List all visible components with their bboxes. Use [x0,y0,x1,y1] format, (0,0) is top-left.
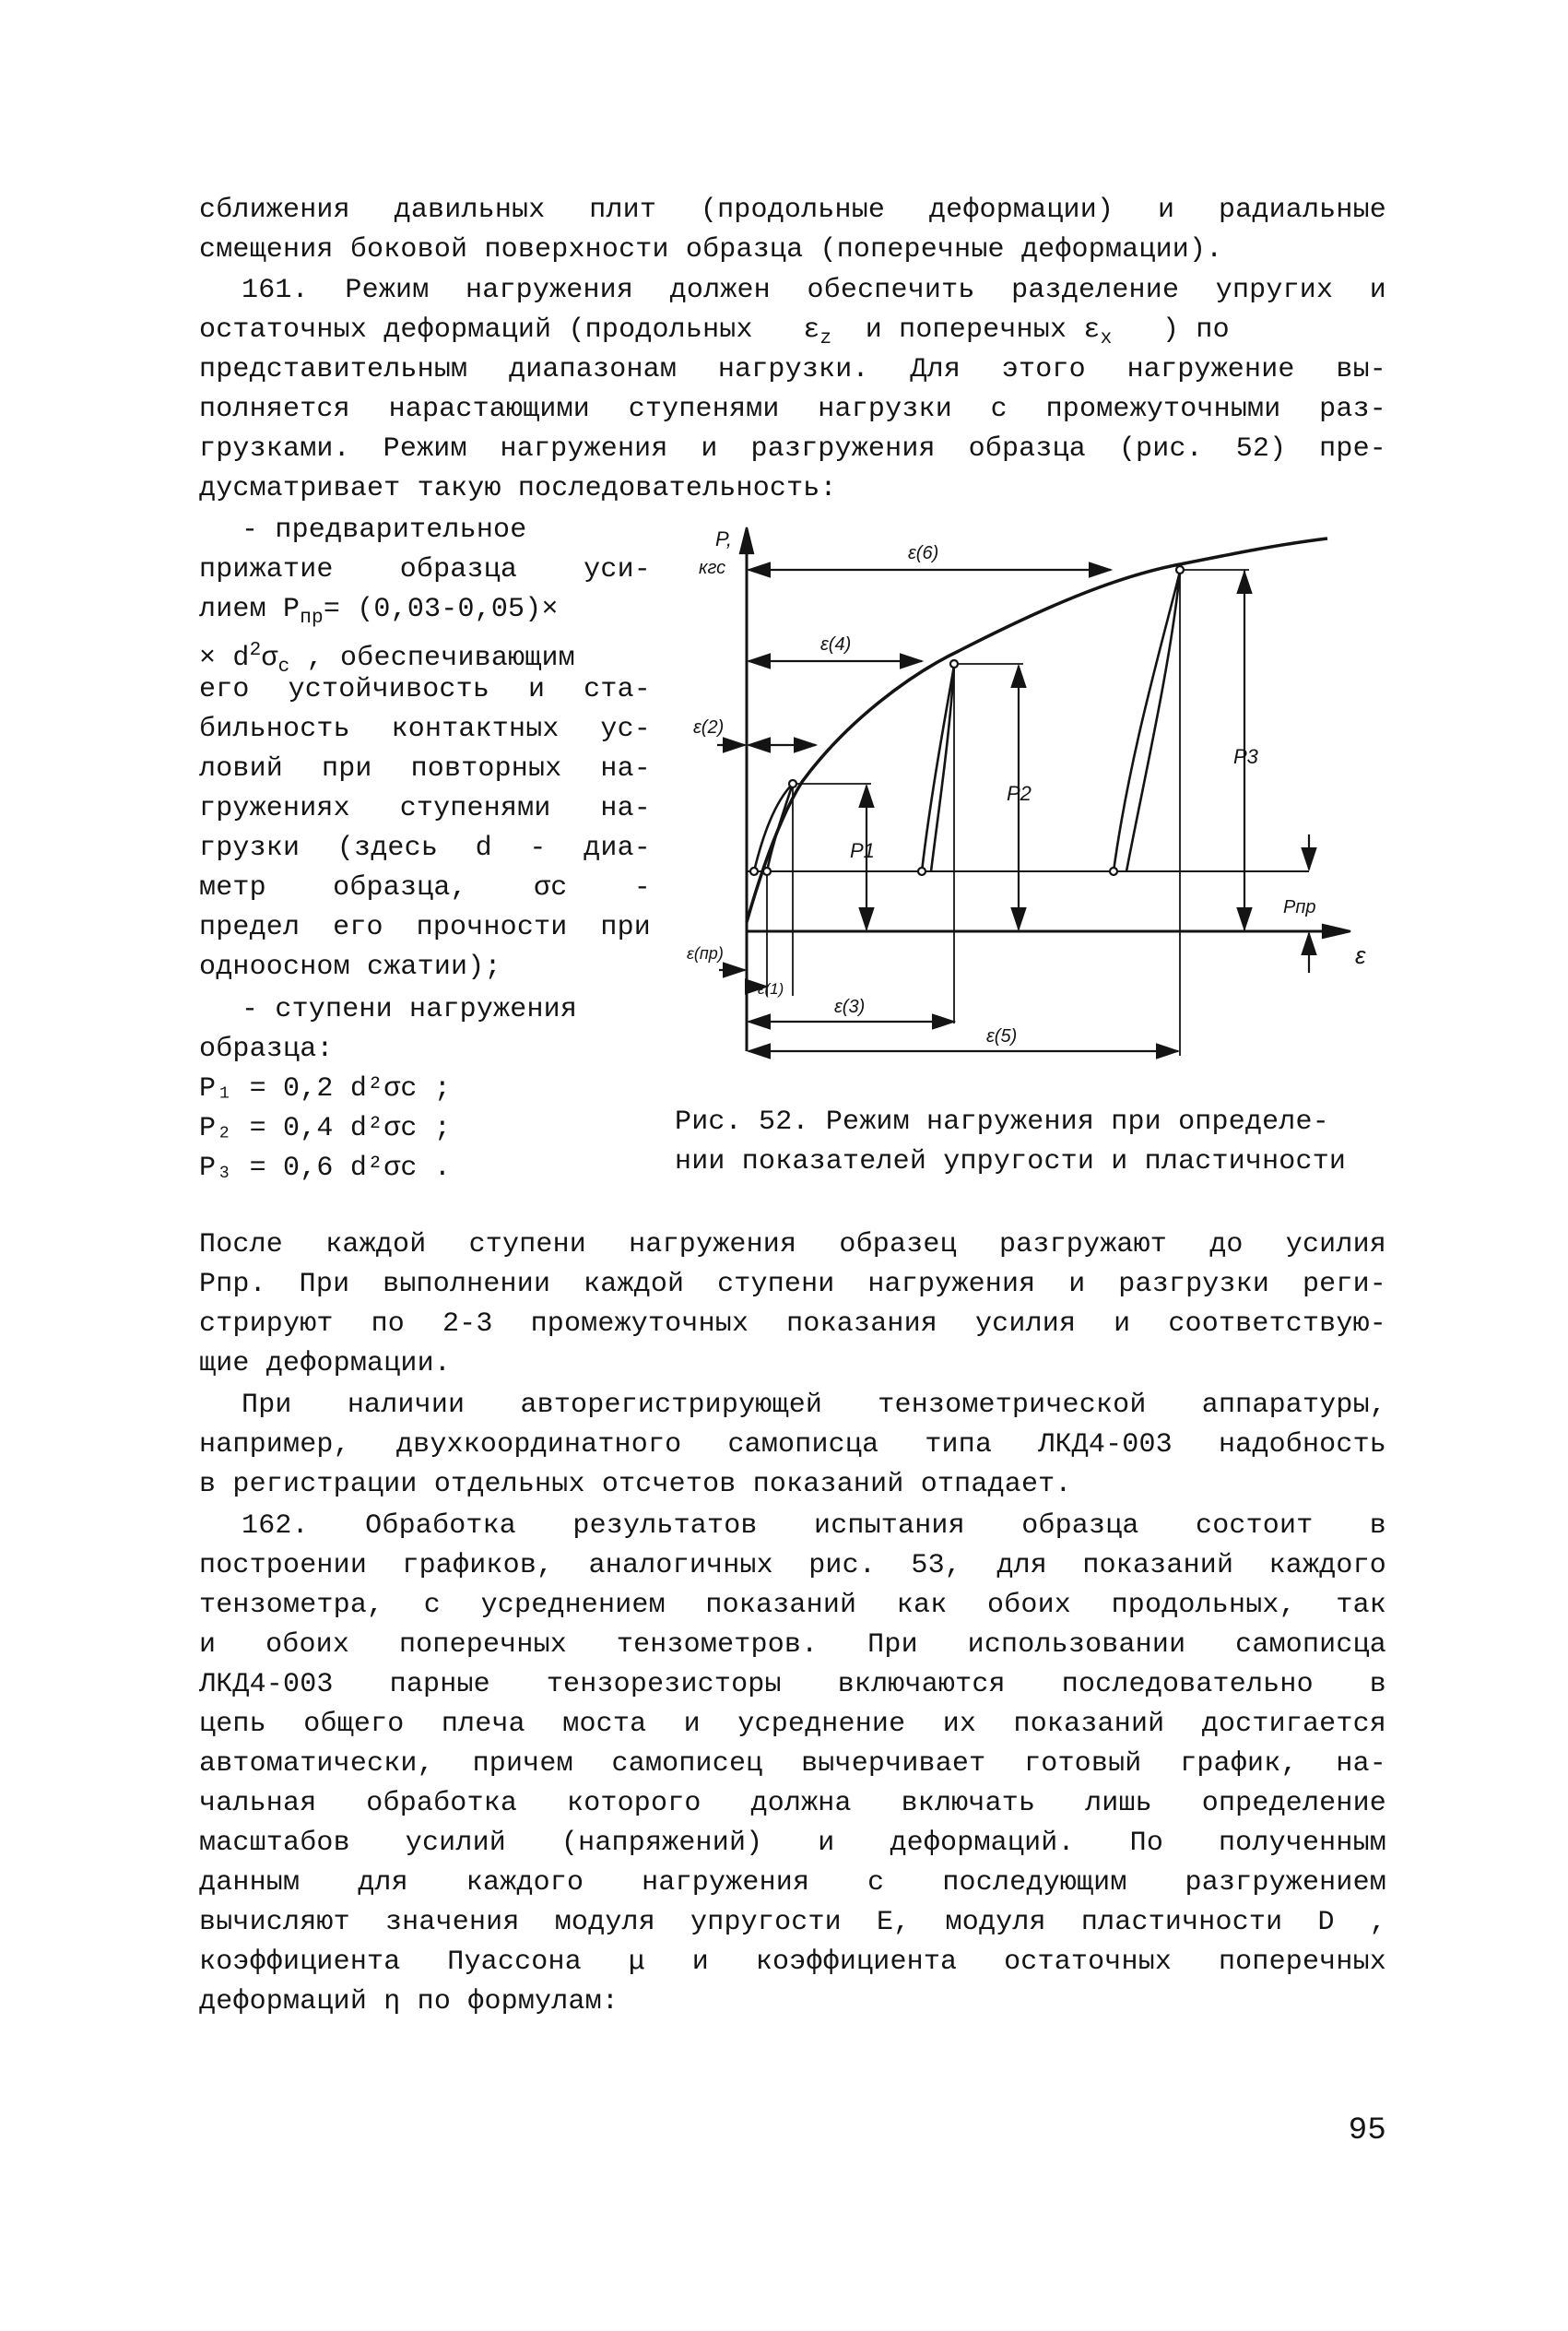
text-line: и обоих поперечных тензометров. При использовании самописца [199,1629,1386,1661]
label-eps2: ε(2) [693,717,725,738]
text-line: При наличии авторегистрирующей тензометрической аппаратуры, [242,1390,1386,1421]
loop-2 [922,666,954,871]
label-p-pr: Pпр [1283,897,1316,917]
point [763,868,771,875]
text-line: его устойчивость и ста- [199,674,651,705]
text-line: деформаций η по формулам: [199,1986,619,2017]
text-line: смещения боковой поверхности образца (поперечные деформации). [199,234,1223,266]
formula-p2: P₂ = 0,4 d²σс ; [199,1113,452,1144]
text-line: гружениях ступенями на- [199,793,651,824]
point [918,868,925,875]
loop-3 [1114,572,1180,871]
eps-symbol: ε [803,314,820,346]
x-axis-arrow [1323,925,1350,938]
label-eps4: ε(4) [820,634,852,655]
point [789,780,796,787]
text-line: Pпр. При выполнении каждой ступени нагружения и разгрузки реги- [199,1269,1386,1300]
label-p2: P2 [1007,782,1032,805]
superscript: 2 [249,640,262,661]
point [950,660,958,668]
text-line: метр образца, σс - [199,872,651,904]
text-line: дусматривает такую последовательность: [199,473,837,504]
label-eps6: ε(6) [908,543,939,563]
y-axis-arrow [740,527,753,553]
text-span: × d [199,643,250,674]
label-eps5: ε(5) [986,1026,1018,1047]
text-line: представительным диапазонам нагрузки. Для этого нагружение вы- [199,354,1386,385]
text-line: 161. Режим нагружения должен обеспечить разделение упругих и [242,275,1386,306]
text-line: одноосном сжатии); [199,952,501,983]
text-line: ловий при повторных на- [199,753,651,785]
subscript: с [277,657,290,678]
envelope-curve [747,538,1327,922]
text-line: сближения давильных плит (продольные деформации) и радиальные [199,195,1386,226]
epsilon-z [803,314,832,349]
text-line: автоматически, причем самописец вычерчивает готовый график, на- [199,1748,1386,1780]
text-span: ) по [1162,314,1230,346]
text-span: лием P [199,594,301,625]
text-line: ЛКД4-003 парные тензорезисторы включаются последовательно в [199,1669,1386,1700]
point [750,868,758,875]
text-span: и поперечных [865,314,1067,346]
y-axis-unit: кгс [699,558,726,578]
page-number: 95 [1348,2113,1386,2148]
text-line: - ступени нагружения [242,994,578,1025]
loop-1 [754,784,793,871]
x-axis-label: ε [1355,941,1366,969]
label-p3: P3 [1233,745,1258,768]
formula-p1: P₁ = 0,2 d²σс ; [199,1073,452,1105]
text-line: полняется нарастающими ступенями нагрузки с промежуточными раз- [199,394,1386,425]
text-span: остаточных деформаций (продольных [199,314,753,346]
label-eps-pr: ε(пр) [687,944,724,963]
figure-caption-line-2: нии показателей упругости и пластичности [675,1146,1347,1177]
eps-sub: x [1100,328,1113,349]
text-line: построении графиков, аналогичных рис. 53, для показаний каждого [199,1550,1386,1581]
label-p1: P1 [850,839,875,862]
point [1176,566,1184,574]
epsilon-x [1083,314,1113,349]
text-line: - предварительное [242,515,527,546]
text-line: данным для каждого нагружения с последующим разгружением [199,1867,1386,1899]
text-line: образца: [199,1034,334,1065]
text-line: бильность контактных ус- [199,714,651,745]
subscript: пр [300,608,324,629]
text-line: например, двухкоординатного самописца типа ЛКД4-003 надобность [199,1429,1386,1461]
text-line: чальная обработка которого должна включать лишь определение [199,1788,1386,1819]
text-line: в регистрации отдельных отсчетов показаний отпадает. [199,1469,1072,1500]
text-span: σ [261,643,278,674]
text-line: После каждой ступени нагружения образец разгружают до усилия [199,1229,1386,1260]
text-line: тензометра, с усреднением показаний как обоих продольных, так [199,1590,1386,1621]
text-line: масштабов усилий (напряжений) и деформаций. По полученным [199,1828,1386,1859]
point [1110,868,1117,875]
figure-caption-line-1: Рис. 52. Режим нагружения при определе- [675,1106,1329,1138]
text-line: вычисляют значения модуля упругости E, модуля пластичности D , [199,1907,1386,1938]
text-span: = (0,03-0,05)× [323,594,559,625]
text-line: коэффициента Пуассона μ и коэффициента остаточных поперечных [199,1946,1386,1978]
text-line: стрируют по 2-3 промежуточных показания усилия и соответствую- [199,1308,1386,1340]
label-eps3: ε(3) [834,997,866,1017]
text-line: щие деформации. [199,1348,452,1379]
text-line: грузками. Режим нагружения и разгружения образца (рис. 52) пре- [199,433,1386,465]
label-eps1: ε(1) [758,980,784,998]
y-axis-label: P, [715,527,732,550]
formula-p3: P₃ = 0,6 d²σс . [199,1153,452,1184]
text-line: грузки (здесь d - диа- [199,833,651,864]
text-line: прижатие образца уси- [199,554,651,586]
eps-symbol: ε [1083,314,1101,346]
eps-sub: z [819,328,832,349]
figure-52 [673,516,1392,1070]
text-span: , обеспечивающим [306,643,575,674]
text-line: предел его прочности при [199,912,651,943]
text-line: цепь общего плеча моста и усреднение их показаний достигается [199,1709,1386,1740]
text-line: 162. Обработка результатов испытания образца состоит в [242,1510,1386,1542]
